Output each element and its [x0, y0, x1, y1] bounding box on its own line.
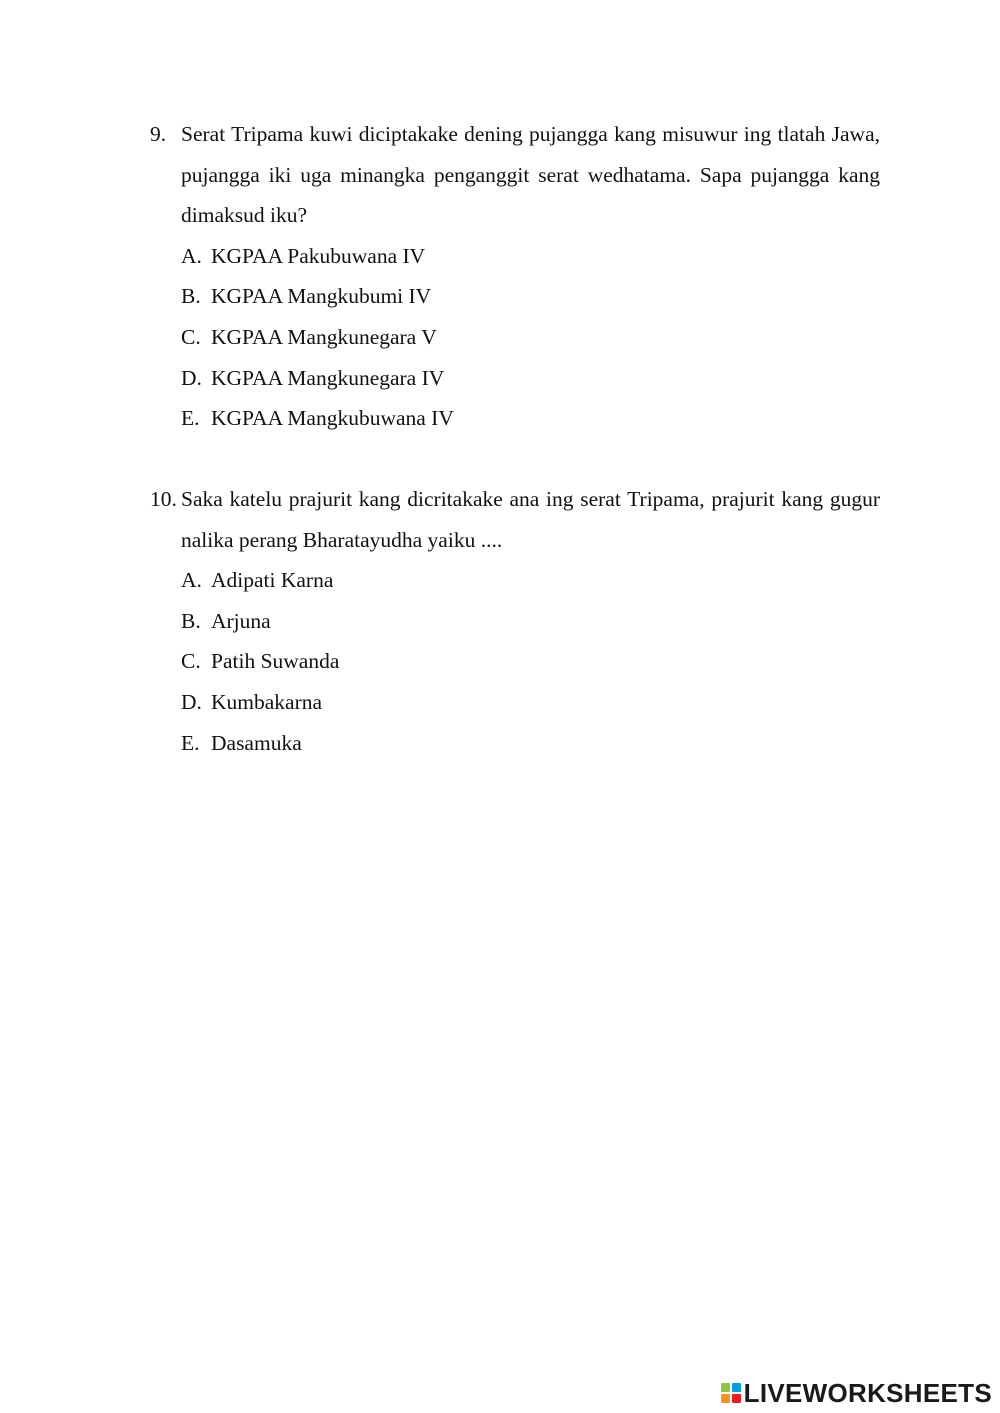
option-c[interactable] [181, 317, 880, 358]
option-letter: E. [181, 730, 200, 755]
option-letter: D. [181, 689, 202, 714]
option-letter: A. [181, 243, 202, 268]
option-letter: A. [181, 568, 202, 593]
option-c[interactable] [181, 641, 880, 682]
option-letter: E. [181, 406, 200, 431]
question-number: 10. [150, 487, 177, 511]
liveworksheets-logo [721, 1377, 992, 1409]
option-b[interactable] [181, 276, 880, 317]
logo-square-green [721, 1383, 730, 1392]
option-b[interactable] [181, 601, 880, 642]
question-text: Serat Tripama kuwi diciptakake dening pujangga kang misuwur ing tlatah Jawa, pujangga iki uga minangka penganggit serat wedhatama. Sapa pujangga kang dimaksud iku? [181, 122, 880, 228]
logo-mark-icon [721, 1383, 741, 1403]
question-stem [150, 114, 880, 236]
option-e[interactable] [181, 723, 880, 764]
option-text: KGPAA Mangkubumi IV [211, 284, 432, 309]
option-text: Dasamuka [211, 730, 302, 755]
option-a[interactable] [181, 236, 880, 277]
option-text: KGPAA Mangkubuwana IV [211, 406, 454, 431]
question-number: 9. [150, 122, 167, 146]
option-list [150, 236, 880, 439]
option-letter: B. [181, 284, 201, 309]
option-letter: C. [181, 649, 201, 674]
option-e[interactable] [181, 398, 880, 439]
question-10 [150, 479, 880, 763]
option-d[interactable] [181, 682, 880, 723]
option-text: Arjuna [211, 608, 271, 633]
logo-square-red [732, 1394, 741, 1403]
question-9 [150, 114, 880, 439]
logo-square-orange [721, 1394, 730, 1403]
option-text: KGPAA Pakubuwana IV [211, 243, 426, 268]
option-letter: B. [181, 608, 201, 633]
question-stem [150, 479, 880, 560]
option-text: KGPAA Mangkunegara IV [211, 365, 445, 390]
option-list [150, 560, 880, 763]
option-letter: D. [181, 365, 202, 390]
option-text: KGPAA Mangkunegara V [211, 324, 437, 349]
option-text: Patih Suwanda [211, 649, 340, 674]
question-text: Saka katelu prajurit kang dicritakake ana ing serat Tripama, prajurit kang gugur nalika perang Bharatayudha yaiku .... [181, 487, 880, 552]
option-a[interactable] [181, 560, 880, 601]
logo-square-blue [732, 1383, 741, 1392]
option-d[interactable] [181, 358, 880, 399]
logo-text: LIVEWORKSHEETS [743, 1377, 992, 1408]
option-text: Kumbakarna [211, 689, 323, 714]
option-text: Adipati Karna [211, 568, 334, 593]
option-letter: C. [181, 324, 201, 349]
